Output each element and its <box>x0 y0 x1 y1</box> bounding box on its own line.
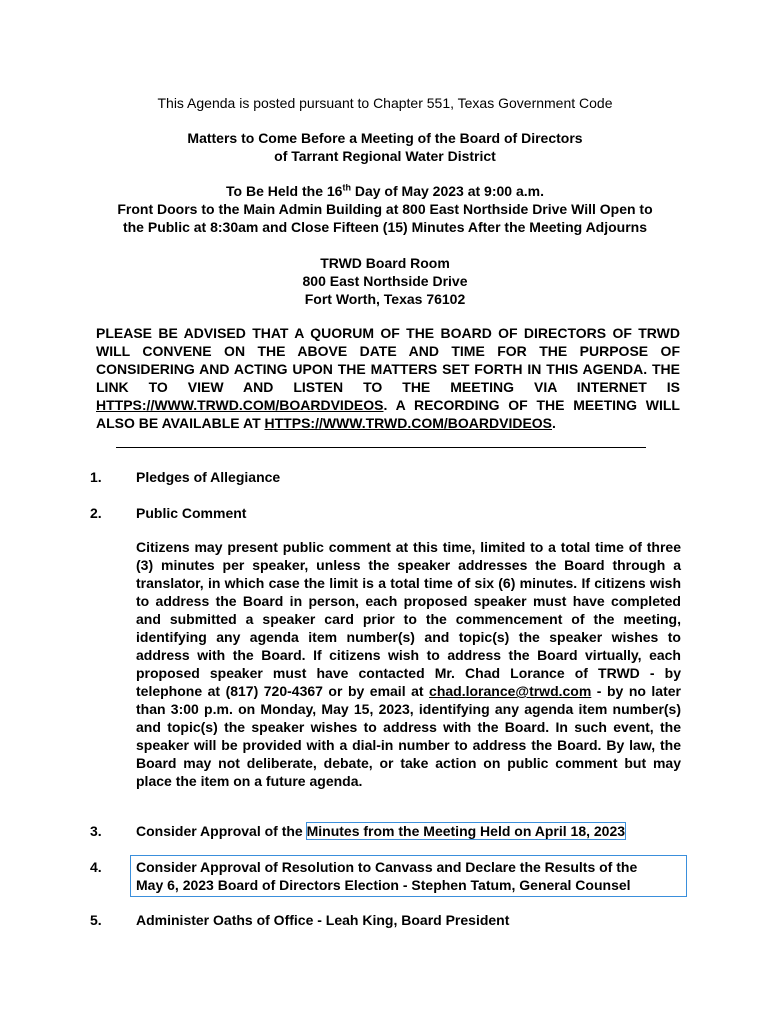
item-minutes <box>136 822 681 840</box>
meeting-time <box>60 182 710 236</box>
doors-line2: the Public at 8:30am and Close Fifteen (15) Minutes After the Meeting Adjourns <box>122 219 648 235</box>
board-videos-link-2[interactable]: HTTPS://WWW.TRWD.COM/BOARDVIDEOS <box>264 415 553 431</box>
meeting-title-line2: of Tarrant Regional Water District <box>274 148 496 164</box>
notice-text3: . <box>552 415 556 431</box>
board-videos-link[interactable]: HTTPS://WWW.TRWD.COM/BOARDVIDEOS <box>96 397 384 413</box>
meeting-date-line <box>60 182 710 200</box>
room-name: TRWD Board Room <box>320 255 450 271</box>
item-canvass-line1: Consider Approval of Resolution to Canvass and Declare the Results of the <box>136 859 638 875</box>
minutes-link[interactable]: Minutes from the Meeting Held on April 18, 2023 <box>306 823 626 839</box>
item-number-5: 5. <box>90 912 102 928</box>
item-canvass[interactable] <box>136 858 681 894</box>
item-number-4: 4. <box>90 859 102 875</box>
quorum-notice <box>96 324 680 432</box>
address-line1: 800 East Northside Drive <box>302 273 468 289</box>
notice-text1: PLEASE BE ADVISED THAT A QUORUM OF THE BOARD OF DIRECTORS OF TRWD WILL CONVENE ON THE ABOVE DATE AND TIME FOR THE PURPOSE OF CONSIDERING AND ACTING UPON THE MATTERS SET FORTH IN THIS AGENDA. THE LINK TO VIEW AND LISTEN TO THE MEETING VIA INTERNET IS <box>96 325 680 395</box>
divider <box>116 447 646 448</box>
meeting-title-line1: Matters to Come Before a Meeting of the Board of Directors <box>187 130 583 146</box>
meeting-title <box>60 129 710 165</box>
email-link[interactable]: chad.lorance@trwd.com <box>429 683 592 699</box>
notice-text2: . A RECORDING OF THE MEETING WILL ALSO BE AVAILABLE AT <box>96 397 680 431</box>
item-number-1: 1. <box>90 469 102 485</box>
date-suffix: th <box>342 182 351 193</box>
public-comment-part1: Citizens may present public comment at this time, limited to a total time of three (3) minutes per speaker, unless the speaker addresses the Board through a translator, in which case the limit is a total time of six (6) minutes. If citizens wish to address the Board in person, each proposed speaker must have completed and submitted a speaker card prior to the commencement of the meeting, identifying any agenda item number(s) and topic(s) the speaker wishes to address with the Board. If citizens wish to address the Board virtually, each proposed speaker must have contacted Mr. Chad Lorance of TRWD - by telephone at (817) 720-4367 or by email at <box>136 539 681 699</box>
item-pledges: Pledges of Allegiance <box>136 469 281 485</box>
item-number-2: 2. <box>90 505 102 521</box>
address-line2: Fort Worth, Texas 76102 <box>304 291 466 307</box>
posting-notice: This Agenda is posted pursuant to Chapter 551, Texas Government Code <box>157 95 613 111</box>
date-post: Day of May 2023 at 9:00 a.m. <box>350 183 544 199</box>
doors-line1: Front Doors to the Main Admin Building at 800 East Northside Drive Will Open to <box>117 201 653 217</box>
item-public-comment: Public Comment <box>136 505 247 521</box>
public-comment-text <box>136 538 681 790</box>
item-minutes-pre: Consider Approval of the <box>136 823 307 839</box>
public-comment-part2: - by no later than 3:00 p.m. on Monday, May 15, 2023, identifying any agenda item number(s) and topic(s) the speaker wishes to address with the Board. In such event, the speaker will be provided with a dial-in number to address the Board. By law, the Board may not deliberate, debate, or take action on public comment but may place the item on a future agenda. <box>136 683 681 789</box>
date-pre: To Be Held the 16 <box>226 183 343 199</box>
item-oaths: Administer Oaths of Office - Leah King, Board President <box>136 912 510 928</box>
meeting-location <box>60 254 710 308</box>
item-number-3: 3. <box>90 823 102 839</box>
item-canvass-line2: May 6, 2023 Board of Directors Election - Stephen Tatum, General Counsel <box>136 877 631 893</box>
